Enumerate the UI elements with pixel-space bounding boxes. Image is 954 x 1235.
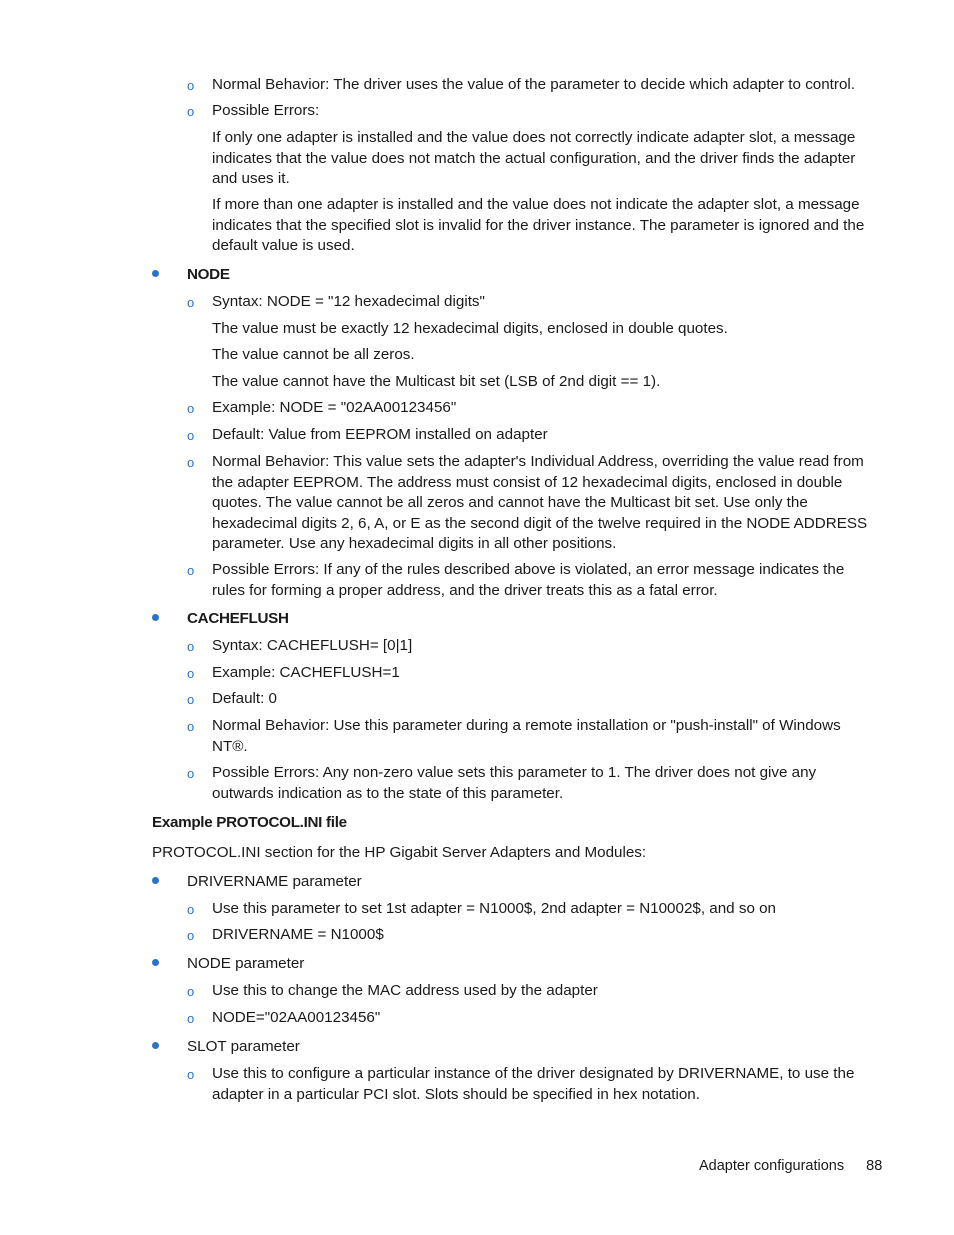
section-intro: PROTOCOL.INI section for the HP Gigabit Server Adapters and Modules: [152, 844, 647, 861]
bullet-icon [152, 614, 159, 621]
sub-bullet-icon: o [187, 928, 195, 943]
slot-error-paragraph-2: If more than one adapter is installed and the value does not indicate the adapter slot, a message indicates that the specified slot is invalid for the driver instance. The parameter is ignored and the default value is used. [212, 196, 865, 254]
sub-bullet-icon: o [187, 295, 195, 310]
bullet-icon [152, 270, 159, 277]
drivername-parameter: DRIVERNAME parameter [187, 873, 362, 890]
node-heading: NODE [187, 266, 230, 283]
sub-bullet-icon: o [187, 455, 195, 470]
sub-bullet-icon: o [187, 692, 195, 707]
slot-parameter: SLOT parameter [187, 1038, 300, 1055]
slot-normal-behavior: Normal Behavior: The driver uses the value of the parameter to decide which adapter to control. [212, 76, 855, 93]
node-syntax-paragraph-2: The value cannot be all zeros. [212, 346, 415, 363]
sub-bullet-icon: o [187, 401, 195, 416]
cacheflush-example: Example: CACHEFLUSH=1 [212, 664, 400, 681]
sub-bullet-icon: o [187, 666, 195, 681]
sub-bullet-icon: o [187, 902, 195, 917]
cacheflush-normal-behavior: Normal Behavior: Use this parameter during a remote installation or "push-install" of Windows NT®. [212, 717, 841, 755]
sub-bullet-icon: o [187, 719, 195, 734]
sub-bullet-icon: o [187, 1067, 195, 1082]
sub-bullet-icon: o [187, 1011, 195, 1026]
bullet-icon [152, 959, 159, 966]
bullet-icon [152, 1042, 159, 1049]
sub-bullet-icon: o [187, 104, 195, 119]
sub-bullet-icon: o [187, 639, 195, 654]
node-default: Default: Value from EEPROM installed on adapter [212, 426, 548, 443]
node-example: Example: NODE = "02AA00123456" [212, 399, 457, 416]
cacheflush-possible-errors: Possible Errors: Any non-zero value sets this parameter to 1. The driver does not give any outwards indication as to the state of this parameter. [212, 764, 817, 802]
slot-error-paragraph-1: If only one adapter is installed and the value does not correctly indicate adapter slot, a message indicates that the value does not match the actual configuration, and the driver finds the adapter and uses it. [212, 129, 856, 187]
node-possible-errors: Possible Errors: If any of the rules described above is violated, an error message indicates the rules for forming a proper address, and the driver treats this as a fatal error. [212, 561, 845, 599]
node-syntax-paragraph-1: The value must be exactly 12 hexadecimal digits, enclosed in double quotes. [212, 320, 728, 337]
page-footer [699, 1158, 882, 1174]
node-syntax: Syntax: NODE = "12 hexadecimal digits" [212, 293, 485, 310]
sub-bullet-icon: o [187, 984, 195, 999]
bullet-icon [152, 877, 159, 884]
sub-bullet-icon: o [187, 563, 195, 578]
footer-section-title: Adapter configurations [699, 1158, 845, 1174]
drivername-value: DRIVERNAME = N1000$ [212, 926, 384, 943]
node-usage: Use this to change the MAC address used by the adapter [212, 982, 598, 999]
sub-bullet-icon: o [187, 428, 195, 443]
node-syntax-paragraph-3: The value cannot have the Multicast bit set (LSB of 2nd digit == 1). [212, 373, 661, 390]
slot-possible-errors: Possible Errors: [212, 102, 320, 119]
cacheflush-syntax: Syntax: CACHEFLUSH= [0|1] [212, 637, 413, 654]
sub-bullet-icon: o [187, 766, 195, 781]
page-number: 88 [866, 1158, 883, 1174]
drivername-usage: Use this parameter to set 1st adapter = N1000$, 2nd adapter = N10002$, and so on [212, 900, 776, 917]
slot-usage: Use this to configure a particular instance of the driver designated by DRIVERNAME, to use the adapter in a particular PCI slot. Slots should be specified in hex notation. [212, 1065, 855, 1103]
node-value: NODE="02AA00123456" [212, 1009, 381, 1026]
node-parameter: NODE parameter [187, 955, 305, 972]
node-normal-behavior: Normal Behavior: This value sets the adapter's Individual Address, overriding the value read from the adapter EEPROM. The address must consist of 12 hexadecimal digits, enclosed in double quotes. The value cannot be all zeros and cannot have the Multicast bit set. Use only the hexadecimal digits 2, 6, A, or E as the second digit of the twelve required in the NODE ADDRESS parameter. Use any hexadecimal digits in all other positions. [212, 453, 868, 552]
sub-bullet-icon: o [187, 78, 195, 93]
section-heading: Example PROTOCOL.INI file [152, 814, 347, 831]
cacheflush-default: Default: 0 [212, 690, 278, 707]
cacheflush-heading: CACHEFLUSH [187, 610, 289, 627]
